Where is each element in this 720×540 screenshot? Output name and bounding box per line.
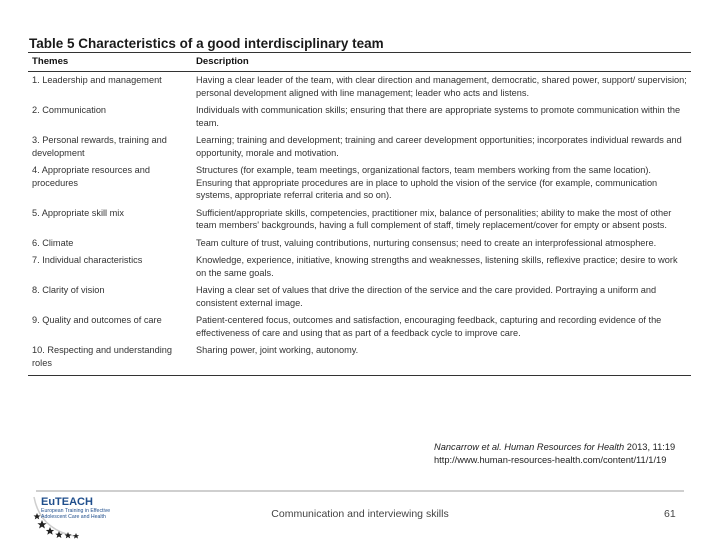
theme-cell: 1. Leadership and management [32,75,162,85]
table-row [28,71,691,102]
description-cell: Team culture of trust, valuing contributions, nurturing consensus; need to create an interprofessional atmosphere. [196,237,657,248]
logo-name: EuTEACH [41,496,93,508]
description-cell: Learning; training and development; training and career development opportunities; incorporates individual rewards and opportunity, morale and motivation. [196,135,682,158]
theme-cell: 8. Clarity of vision [32,285,105,295]
description-cell: Sufficient/appropriate skills, competencies, practitioner mix, balance of personalities; ability to make the most of other team members' backgrounds, having a full complement of staff, timely replacement/cover for empty or absent posts. [196,207,672,230]
description-cell: Individuals with communication skills; ensuring that there are appropriate systems to promote communication within the team. [196,105,681,128]
theme-cell: 5. Appropriate skill mix [32,207,124,218]
table-title-text: Characteristics of a good interdisciplinary team [78,36,384,51]
table-row [28,312,691,342]
description-cell: Patient-centered focus, outcomes and satisfaction, encouraging feedback, capturing and recording evidence of the effectiveness of care and using that as part of a feedback cycle to improve care. [196,315,662,338]
citation [434,441,675,467]
theme-cell: 4. Appropriate resources and procedures [32,165,150,188]
table-row [28,162,691,205]
table-header-row [28,53,691,72]
table-row [28,282,691,312]
theme-cell: 3. Personal rewards, training and development [32,135,167,158]
logo-subtitle: European Training in Effective Adolescent Care and Health [41,508,111,520]
theme-cell: 10. Respecting and understanding roles [28,342,192,376]
citation-authors: Nancarrow et al. [434,442,502,452]
description-cell: Knowledge, experience, initiative, knowing strengths and weaknesses, listening skills, reflexive practice; desire to work on the same goals. [196,255,678,278]
citation-volume: 2013, 11:19 [626,442,676,452]
description-cell: Having a clear leader of the team, with clear direction and management, democratic, shared power, support/ supervision; personal development aligned with line management; leader who acts and listens. [196,75,687,98]
theme-cell: 9. Quality and outcomes of care [32,315,162,325]
characteristics-table [28,52,691,376]
theme-cell: 2. Communication [32,105,107,115]
header-themes: Themes [28,53,192,72]
citation-url[interactable]: http://www.human-resources-health.com/content/11/1/19 [434,455,667,465]
table-row [28,252,691,282]
table-row [28,204,691,234]
footer-title: Communication and interviewing skills [271,508,449,520]
table-row [28,132,691,162]
table-title [29,36,384,51]
citation-journal: Human Resources for Health [504,442,625,452]
description-cell: Having a clear set of values that drive the direction of the service and the care provided. Portraying a uniform and consistent external image. [196,285,657,308]
description-cell: Structures (for example, team meetings, organizational factors, team members working from the same location). Ensuring that appropriate procedures are in place to uphold the vision of the service (for example, communication systems, appropriate referral criteria and so on). [196,165,658,200]
theme-cell: 7. Individual characteristics [32,255,143,265]
table-row [28,234,691,252]
table-row [28,342,691,376]
header-description: Description [192,53,691,72]
table-label: Table 5 [29,36,75,51]
table-row [28,102,691,132]
theme-cell: 6. Climate [32,237,74,248]
citation-reference [434,441,675,454]
description-cell: Sharing power, joint working, autonomy. [192,342,691,376]
page-number: 61 [664,508,676,520]
